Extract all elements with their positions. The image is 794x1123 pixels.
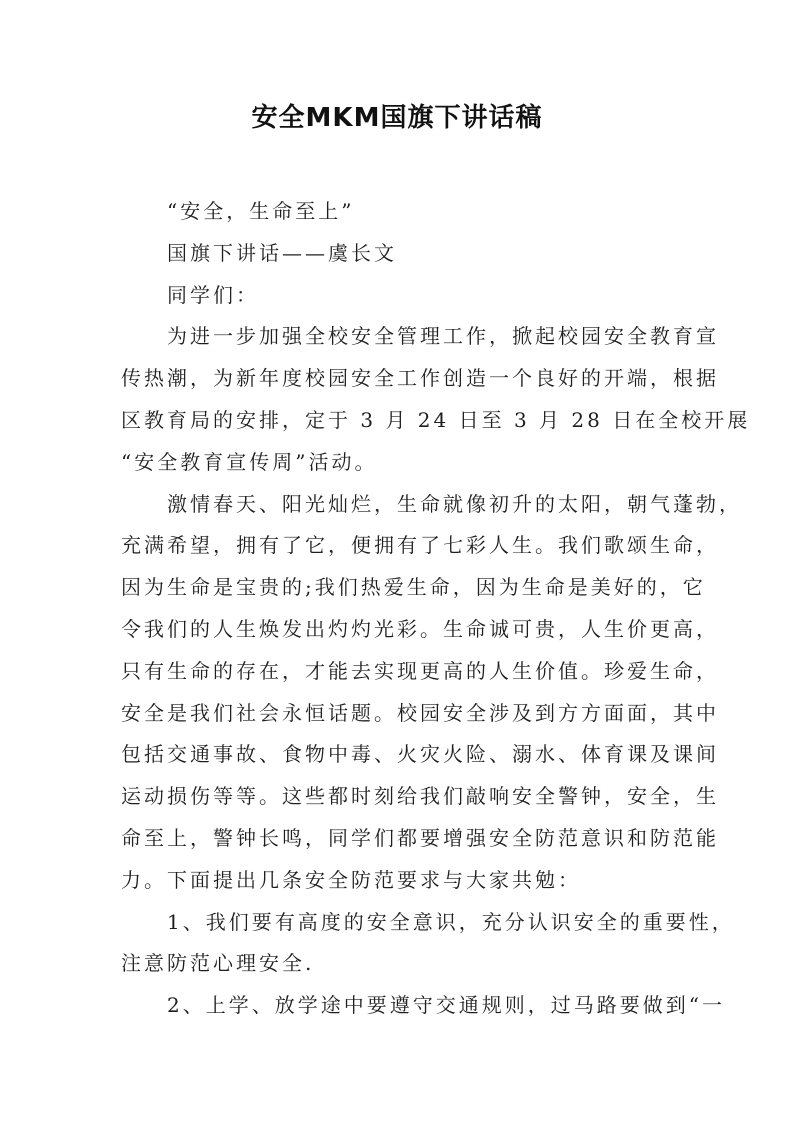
paragraph-line: 力。下面提出几条安全防范要求与大家共勉： [121, 867, 581, 892]
document-title: 安全MKM国旗下讲话稿 [251, 103, 543, 133]
paragraph-line: 令我们的人生焕发出灼灼光彩。生命诚可贵，人生价更高， [121, 616, 719, 641]
paragraph-line: 充满希望，拥有了它，便拥有了七彩人生。我们歌颂生命， [121, 533, 719, 558]
list-item-2: 2、上学、放学途中要遵守交通规则，过马路要做到“一 [167, 993, 725, 1018]
paragraph-line: 因为生命是宝贵的;我们热爱生命，因为生命是美好的，它 [121, 575, 706, 600]
paragraph-line: 命至上，警钟长鸣，同学们都要增强安全防范意识和防范能 [121, 825, 719, 850]
paragraph-line: 包括交通事故、食物中毒、火灾火险、溺水、体育课及课间 [121, 742, 719, 767]
speaker-line: 国旗下讲话——虞长文 [167, 240, 397, 265]
subtitle-quote: “安全，生命至上” [167, 199, 355, 223]
paragraph-line: 安全是我们社会永恒话题。校园安全涉及到方方面面，其中 [121, 700, 719, 725]
paragraph-line: “安全教育宣传周”活动。 [121, 449, 378, 474]
list-item-1-cont: 注意防范心理安全. [121, 951, 315, 976]
document-body [121, 191, 751, 1027]
paragraph-line: 激情春天、阳光灿烂，生命就像初升的太阳，朝气蓬勃， [167, 491, 742, 516]
list-item-1: 1、我们要有高度的安全意识，充分认识安全的重要性， [167, 909, 735, 934]
paragraph-line: 为进一步加强全校安全管理工作，掀起校园安全教育宣 [167, 324, 719, 349]
paragraph-line: 只有生命的存在，才能去实现更高的人生价值。珍爱生命， [121, 658, 719, 683]
salutation: 同学们： [167, 282, 259, 307]
paragraph-line: 运动损伤等等。这些都时刻给我们敲响安全警钟，安全，生 [121, 784, 719, 809]
paragraph-line: 传热潮，为新年度校园安全工作创造一个良好的开端，根据 [121, 366, 719, 391]
paragraph-line: 区教育局的安排，定于 3 月 24 日至 3 月 28 日在全校开展 [121, 407, 751, 432]
